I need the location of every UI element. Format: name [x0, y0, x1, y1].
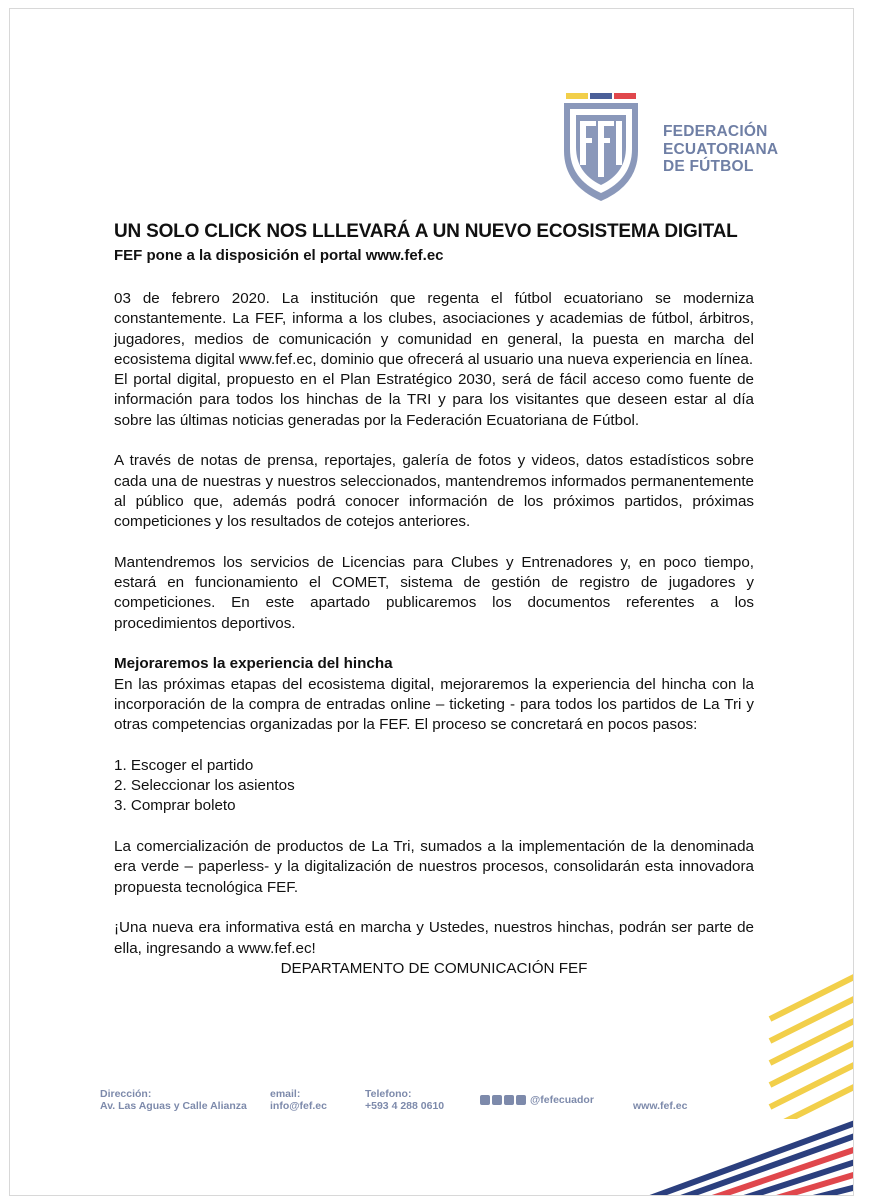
footer-address: [100, 1088, 247, 1112]
address-value: Av. Las Aguas y Calle Alianza: [100, 1100, 247, 1112]
paragraph-1: 03 de febrero 2020. La institución que regenta el fútbol ecuatoriano se moderniza constantemente. La FEF, informa a los clubes, asociaciones y academias de fútbol, árbitros, jugadores, medios de comunicación y comunidad en general, la puesta en marcha del ecosistema digital www.fef.ec, dominio que ofrecerá al usuario una nueva experiencia en línea.: [114, 290, 754, 368]
paragraph-4: Mantendremos los servicios de Licencias para Clubes y Entrenadores y, en poco tiempo, estará en funcionamiento el COMET, sistema de gestión de registro de jugadores y competiciones. En este apartado publicaremos los documentos referentes a los procedimientos deportivos.: [114, 553, 754, 632]
facebook-icon[interactable]: [492, 1095, 502, 1105]
social-handle[interactable]: @fefecuador: [530, 1094, 594, 1106]
footer-social: [480, 1094, 594, 1106]
footer-website[interactable]: www.fef.ec: [633, 1100, 688, 1112]
step-3: 3. Comprar boleto: [114, 797, 236, 815]
address-label: Dirección:: [100, 1088, 152, 1100]
org-line-3: DE FÚTBOL: [663, 158, 754, 175]
document-body: [114, 289, 754, 979]
document-title: UN SOLO CLICK NOS LLLEVARÁ A UN NUEVO ECOSISTEMA DIGITAL: [114, 221, 738, 242]
fef-crest-logo: [556, 93, 646, 203]
document-subtitle: FEF pone a la disposición el portal www.fef.ec: [114, 247, 444, 264]
phone-label: Telefono:: [365, 1088, 412, 1100]
document-page: [9, 8, 854, 1196]
paragraph-2: El portal digital, propuesto en el Plan Estratégico 2030, será de fácil acceso como fuente de información para todos los hinchas de la TRI y para los visitantes que deseen estar al día sobre las últimas noticias generadas por la Federación Ecuatoriana de Fútbol.: [114, 371, 754, 429]
org-line-2: ECUATORIANA: [663, 140, 779, 158]
instagram-icon[interactable]: [480, 1095, 490, 1105]
org-line-1: FEDERACIÓN: [663, 123, 768, 140]
footer-phone: [365, 1088, 444, 1112]
paragraph-6: La comercialización de productos de La Tri, sumados a la implementación de la denominada era verde – paperless- y la digitalización de nuestros procesos, consolidarán esta innovadora propuesta tecnológica FEF.: [114, 838, 754, 896]
paragraph-5: En las próximas etapas del ecosistema digital, mejoraremos la experiencia del hincha con la incorporación de la compra de entradas online – ticketing - para todos los partidos de La Tri y otras competencias organizadas por la FEF. El proceso se concretará en pocos pasos:: [114, 675, 754, 734]
step-1: 1. Escoger el partido: [114, 756, 254, 774]
email-label: email:: [270, 1088, 301, 1100]
section-heading: Mejoraremos la experiencia del hincha: [114, 655, 393, 673]
phone-value: +593 4 288 0610: [365, 1100, 445, 1112]
email-value[interactable]: info@fef.ec: [270, 1100, 327, 1112]
linkedin-icon[interactable]: [504, 1095, 514, 1105]
twitter-icon[interactable]: [516, 1095, 526, 1105]
step-2: 2. Seleccionar los asientos: [114, 777, 295, 795]
signature: DEPARTAMENTO DE COMUNICACIÓN FEF: [280, 959, 588, 977]
footer: [10, 1084, 853, 1124]
paragraph-7: ¡Una nueva era informativa está en marcha y Ustedes, nuestros hinchas, podrán ser parte de ella, ingresando a www.fef.ec!: [114, 919, 754, 957]
paragraph-3: A través de notas de prensa, reportajes, galería de fotos y videos, datos estadísticos sobre cada una de nuestras y nuestros seleccionados, mantendremos informados permanentemente al público que, además podrá conocer información de los próximos partidos, próximas competiciones y los resultados de cotejos anteriores.: [114, 452, 754, 531]
footer-email: [270, 1088, 327, 1112]
organization-name: [663, 123, 778, 176]
